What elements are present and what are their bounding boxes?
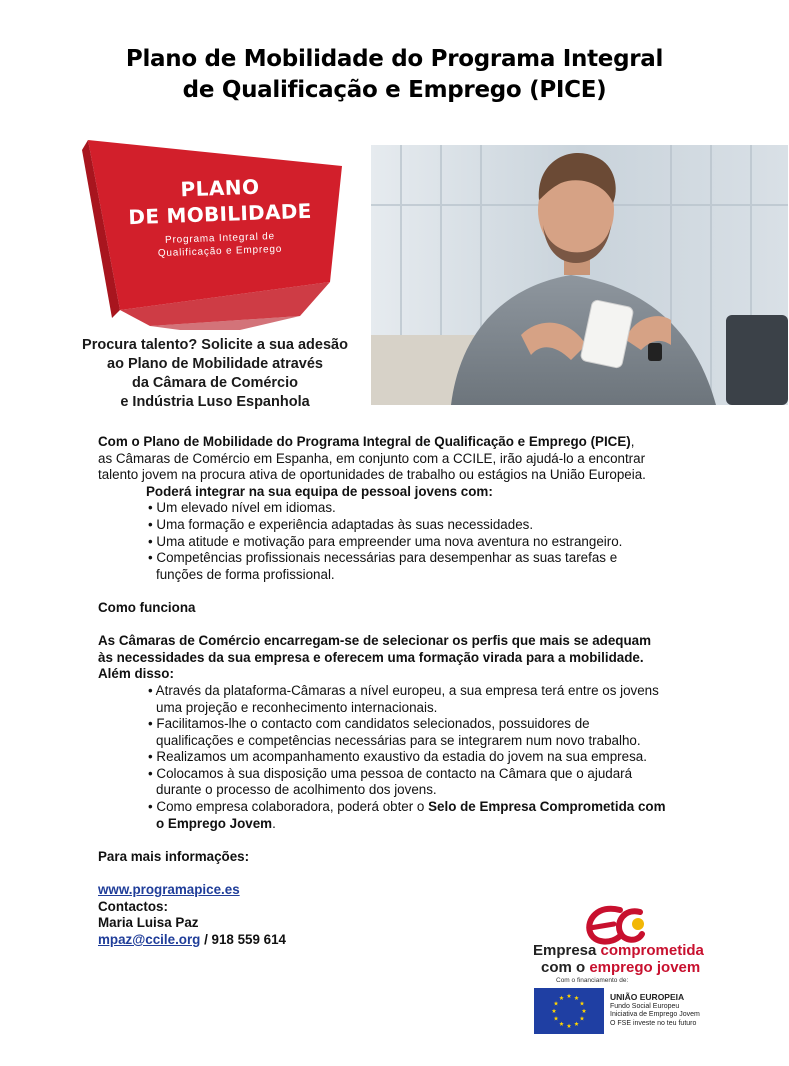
contact-phone: / 918 559 614: [200, 931, 286, 947]
feature-item-4-cont: durante o processo de acolhimento dos jovens.: [156, 782, 437, 798]
financing-note: Com o financiamento de:: [556, 977, 629, 984]
spacer: [98, 832, 698, 849]
feature-item-4: • Colocamos à sua disposição uma pessoa de contacto na Câmara que o ajudará: [148, 765, 633, 781]
feature-item-5: [98, 799, 698, 816]
feature-item-5-bold-cont: o Emprego Jovem: [156, 815, 273, 831]
contacts-label: Contactos:: [98, 898, 168, 914]
eu-text: [610, 992, 700, 1028]
feature-item-1-cont: uma projeção e reconhecimento internacionais.: [156, 699, 438, 715]
intro-line-2: as Câmaras de Comércio em Espanha, em conjunto com a CCILE, irão ajudá-lo a encontrar: [98, 450, 646, 466]
eu-line-3: O FSE investe no teu futuro: [610, 1019, 697, 1027]
eu-line-1: Fundo Social Europeu: [610, 1003, 680, 1010]
ec-logo-word-com-o: com o: [541, 959, 590, 976]
eu-line-2: Iniciativa de Emprego Jovem: [610, 1011, 700, 1019]
feature-item-2: • Facilitamos-lhe o contacto com candidatos selecionados, possuidores de: [148, 716, 590, 732]
body-text: [98, 434, 698, 948]
page-title-line-2: de Qualificação e Emprego (PICE): [182, 77, 607, 103]
how-heading: Como funciona: [98, 599, 196, 615]
ec-logo-line-2: [541, 959, 700, 976]
how-paragraph-3: Além disso:: [98, 666, 174, 682]
feature-item-2-cont: qualificações e competências necessárias para se integrarem num novo trabalho.: [156, 732, 641, 748]
eu-title: UNIÃO EUROPEIA: [610, 992, 685, 1002]
plano-mobilidade-banner: [80, 140, 360, 330]
ec-logo-word-comprometida: comprometida: [600, 942, 704, 959]
website-link[interactable]: www.programapice.es: [98, 882, 240, 898]
how-paragraph-1: As Câmaras de Comércio encarregam-se de selecionar os perfis que mais se adequam: [98, 633, 651, 649]
intro-line-3: talento jovem na procura ativa de oportunidades de trabalho ou estágios na União Europeia.: [98, 467, 646, 483]
spacer: [98, 617, 698, 634]
banner-line-2: DE MOBILIDADE: [128, 198, 312, 230]
intro-line-1: [98, 434, 698, 451]
young-man-with-phone-image: [371, 145, 788, 405]
tagline: [60, 336, 370, 412]
tagline-line-4: e Indústria Luso Espanhola: [120, 394, 310, 410]
page-title-line-1: Plano de Mobilidade do Programa Integral: [125, 46, 664, 72]
feature-item-5-text: • Como empresa colaboradora, poderá obter o: [148, 799, 429, 815]
benefit-item-4: • Competências profissionais necessárias para desempenhar as suas tarefas e: [148, 550, 618, 566]
benefits-heading: Poderá integrar na sua equipa de pessoal jovens com:: [146, 483, 493, 499]
spacer: [98, 583, 698, 600]
feature-item-5-tail: .: [272, 815, 276, 831]
ec-logo-line-1: [533, 942, 704, 959]
hero-photo: [371, 145, 788, 405]
tagline-line-1: Procura talento? Solicite a sua adesão: [82, 337, 348, 353]
benefit-item-4-cont: funções de forma profissional.: [156, 566, 335, 582]
contact-heading: Para mais informações:: [98, 848, 250, 864]
feature-item-5-bold: Selo de Empresa Comprometida com: [428, 799, 666, 815]
email-link[interactable]: mpaz@ccile.org: [98, 931, 201, 947]
benefit-item-2: • Uma formação e experiência adaptadas às suas necessidades.: [148, 516, 534, 532]
tagline-line-2: ao Plano de Mobilidade através: [107, 356, 323, 372]
banner-line-1: PLANO: [180, 174, 260, 202]
spacer: [98, 865, 698, 882]
banner-line-3: Programa Integral de: [164, 231, 276, 246]
contact-name: Maria Luisa Paz: [98, 915, 199, 931]
intro-lead-tail: ,: [630, 434, 635, 449]
page-title: [0, 44, 789, 106]
tagline-line-3: da Câmara de Comércio: [131, 375, 298, 391]
benefit-item-1: • Um elevado nível em idiomas.: [148, 500, 336, 516]
banner-line-4: Qualificação e Emprego: [157, 243, 283, 260]
feature-item-3: • Realizamos um acompanhamento exaustivo da estadia do jovem na sua empresa.: [148, 749, 647, 765]
ec-logo-word-emprego-jovem: emprego jovem: [589, 959, 701, 976]
feature-item-1: • Através da plataforma-Câmaras a nível europeu, a sua empresa terá entre os jovens: [148, 682, 659, 698]
intro-bold-lead: Com o Plano de Mobilidade do Programa Integral de Qualificação e Emprego (PICE): [98, 434, 631, 449]
eu-flag-icon: [534, 988, 604, 1034]
feature-item-5-cont: [98, 816, 698, 833]
contact-website-row: [98, 882, 698, 899]
benefit-item-3: • Uma atitude e motivação para empreender uma nova aventura no estrangeiro.: [148, 533, 623, 549]
how-paragraph-2: às necessidades da sua empresa e oferecem uma formação virada para a mobilidade.: [98, 649, 644, 665]
ec-logo-word-empresa: Empresa: [533, 942, 601, 959]
